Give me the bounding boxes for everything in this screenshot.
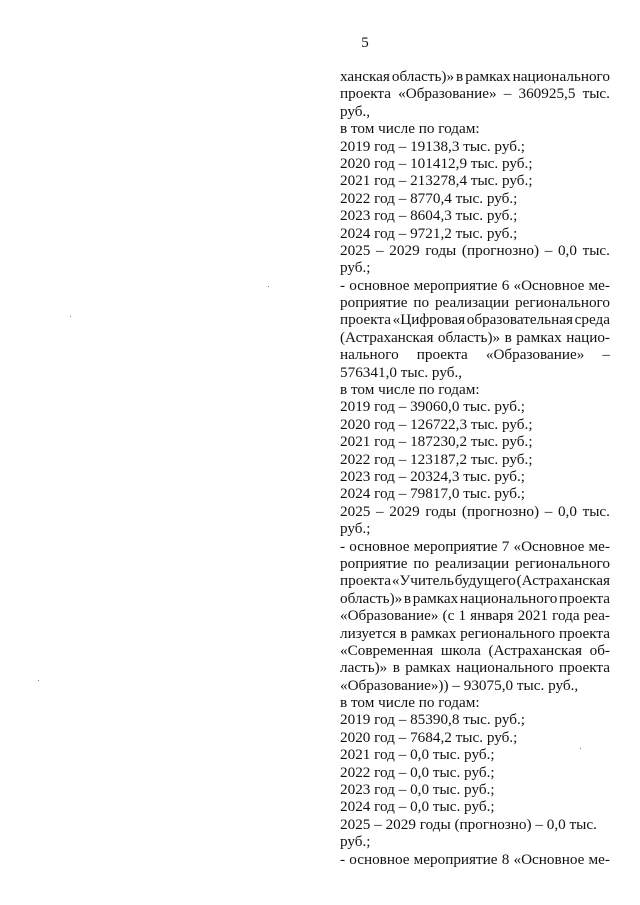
word: 0,0: [557, 241, 577, 259]
word: национального: [456, 659, 554, 677]
word: проекта: [558, 624, 610, 642]
word: –: [376, 241, 384, 259]
word: проекта: [416, 346, 468, 364]
text-line: 2024 год – 9721,2 тыс. руб.;: [340, 224, 518, 242]
word: «Образование»: [398, 85, 497, 103]
word: -: [340, 850, 346, 868]
word: 6: [501, 276, 510, 294]
word: (прогнозно): [461, 241, 540, 259]
word: рамках: [516, 328, 562, 346]
word: годы: [425, 502, 457, 520]
word: 2025: [340, 241, 371, 259]
text-line: [340, 346, 610, 363]
word: регионального: [460, 624, 556, 642]
word: 360925,5: [518, 85, 576, 103]
word: основное: [349, 850, 410, 868]
text-line: 2020 год – 101412,9 тыс. руб.;: [340, 154, 533, 172]
word: (Астраханская: [488, 641, 582, 659]
word: в: [392, 659, 400, 677]
text-line: руб.;: [340, 520, 371, 538]
word: регионального: [515, 294, 610, 312]
word: –: [544, 241, 553, 259]
word: рамках: [412, 589, 459, 607]
text-line: [340, 642, 610, 659]
word: об-: [589, 641, 610, 659]
word: проекта: [558, 589, 610, 607]
text-line: 2020 год – 126722,3 тыс. руб.;: [340, 415, 533, 433]
word: «Основное: [513, 850, 585, 868]
word: -: [340, 276, 346, 294]
word: в: [456, 68, 464, 85]
word: –: [503, 85, 512, 103]
word: тыс.: [582, 85, 610, 103]
text-line: [340, 329, 610, 346]
word: 8: [501, 850, 510, 868]
text-line: в том числе по годам:: [340, 694, 480, 712]
text-line: [340, 607, 610, 624]
text-line: [340, 277, 610, 294]
text-line: 576341,0 тыс. руб.,: [340, 363, 463, 381]
word: область)»: [340, 589, 403, 607]
text-line: [340, 311, 610, 328]
scan-speck: [38, 680, 39, 681]
word: ме-: [588, 537, 610, 555]
word: 0,0: [557, 502, 577, 520]
text-line: 2021 год – 187230,2 тыс. руб.;: [340, 433, 533, 451]
text-line: 2025 – 2029 годы (прогнозно) – 0,0 тыс.: [340, 815, 597, 833]
word: в: [403, 589, 412, 607]
word: мероприятие: [413, 850, 498, 868]
text-line: [340, 294, 610, 311]
word: 1: [458, 607, 467, 625]
word: лизуется: [340, 624, 397, 642]
text-line: [340, 572, 610, 589]
word: мероприятие: [413, 537, 498, 555]
text-line: 2021 год – 0,0 тыс. руб.;: [340, 746, 495, 764]
word: рамках: [410, 624, 457, 642]
text-line: 2023 год – 0,0 тыс. руб.;: [340, 781, 495, 799]
word: «Учитель: [391, 572, 454, 590]
text-line: 2019 год – 19138,3 тыс. руб.;: [340, 137, 525, 155]
word: 2029: [389, 241, 420, 259]
text-line: [340, 625, 610, 642]
word: роприятие: [340, 294, 408, 312]
word: регионального: [515, 554, 610, 572]
text-line: 2023 год – 20324,3 тыс. руб.;: [340, 467, 525, 485]
word: (Астраханская: [340, 328, 434, 346]
text-line: 2019 год – 39060,0 тыс. руб.;: [340, 398, 525, 416]
word: роприятие: [340, 554, 408, 572]
text-line: руб.,: [340, 102, 371, 120]
word: -: [340, 537, 346, 555]
text-line: руб.;: [340, 259, 371, 277]
word: образовательная: [466, 311, 573, 329]
word: будущего: [454, 572, 516, 590]
text-line: [340, 503, 610, 520]
word: ме-: [588, 850, 610, 868]
word: реализации: [434, 554, 510, 572]
word: января: [470, 607, 514, 625]
word: основное: [349, 276, 410, 294]
word: нального: [340, 346, 399, 364]
word: мероприятие: [413, 276, 498, 294]
text-line: 2019 год – 85390,8 тыс. руб.;: [340, 711, 525, 729]
text-line: 2024 год – 79817,0 тыс. руб.;: [340, 485, 525, 503]
text-line: [340, 538, 610, 555]
word: 2021: [517, 607, 548, 625]
word: «Цифровая: [392, 311, 466, 329]
word: «Основное: [513, 276, 585, 294]
word: область)»: [391, 68, 455, 85]
word: национального: [459, 589, 558, 607]
word: –: [602, 346, 610, 364]
page-number: 5: [361, 35, 369, 51]
word: 2029: [389, 502, 420, 520]
word: (Астраханская: [516, 572, 610, 590]
text-line: [340, 851, 610, 868]
text-line: [340, 590, 610, 607]
word: –: [376, 502, 384, 520]
text-line: [340, 555, 610, 572]
scan-speck: [580, 748, 581, 749]
word: по: [413, 294, 430, 312]
text-line: «Образование»)) – 93075,0 тыс. руб.,: [340, 676, 579, 694]
word: среда: [574, 311, 610, 329]
word: в: [504, 328, 512, 346]
word: «Образование»: [340, 607, 439, 625]
word: «Современная: [340, 641, 434, 659]
text-line: [340, 85, 610, 102]
word: национального: [512, 68, 610, 85]
word: в: [399, 624, 408, 642]
text-line: 2020 год – 7684,2 тыс. руб.;: [340, 728, 518, 746]
text-line: 2023 год – 8604,3 тыс. руб.;: [340, 207, 518, 225]
word: (с: [442, 607, 455, 625]
word: ме-: [588, 276, 610, 294]
word: (прогнозно): [461, 502, 540, 520]
word: проекта: [340, 311, 391, 329]
word: годы: [425, 241, 457, 259]
text-line: [340, 659, 610, 676]
word: нацио-: [566, 328, 610, 346]
word: проекта: [340, 572, 391, 590]
word: 7: [501, 537, 510, 555]
text-line: [340, 68, 610, 85]
word: школа: [440, 641, 481, 659]
word: ласть)»: [340, 659, 388, 677]
word: –: [544, 502, 553, 520]
text-column: [340, 68, 610, 868]
word: «Основное: [513, 537, 585, 555]
word: основное: [349, 537, 410, 555]
text-line: в том числе по годам:: [340, 381, 480, 399]
text-line: руб.;: [340, 833, 371, 851]
word: «Образование»: [485, 346, 585, 364]
word: рамках: [405, 659, 451, 677]
word: тыс.: [582, 241, 610, 259]
word: проекта: [340, 85, 391, 103]
scan-speck: [268, 286, 269, 287]
text-line: 2022 год – 8770,4 тыс. руб.;: [340, 189, 518, 207]
word: года: [552, 607, 580, 625]
word: рамках: [465, 68, 511, 85]
word: проекта: [558, 659, 610, 677]
word: ханская: [340, 68, 390, 85]
scan-speck: [70, 316, 71, 317]
text-line: в том числе по годам:: [340, 120, 480, 138]
word: 2025: [340, 502, 371, 520]
word: тыс.: [582, 502, 610, 520]
word: реа-: [583, 607, 610, 625]
text-line: 2022 год – 123187,2 тыс. руб.;: [340, 450, 533, 468]
word: реализации: [434, 294, 510, 312]
text-line: 2021 год – 213278,4 тыс. руб.;: [340, 172, 533, 190]
word: область)»: [437, 328, 501, 346]
text-line: [340, 242, 610, 259]
word: по: [413, 554, 430, 572]
text-line: 2022 год – 0,0 тыс. руб.;: [340, 763, 495, 781]
text-line: 2024 год – 0,0 тыс. руб.;: [340, 798, 495, 816]
